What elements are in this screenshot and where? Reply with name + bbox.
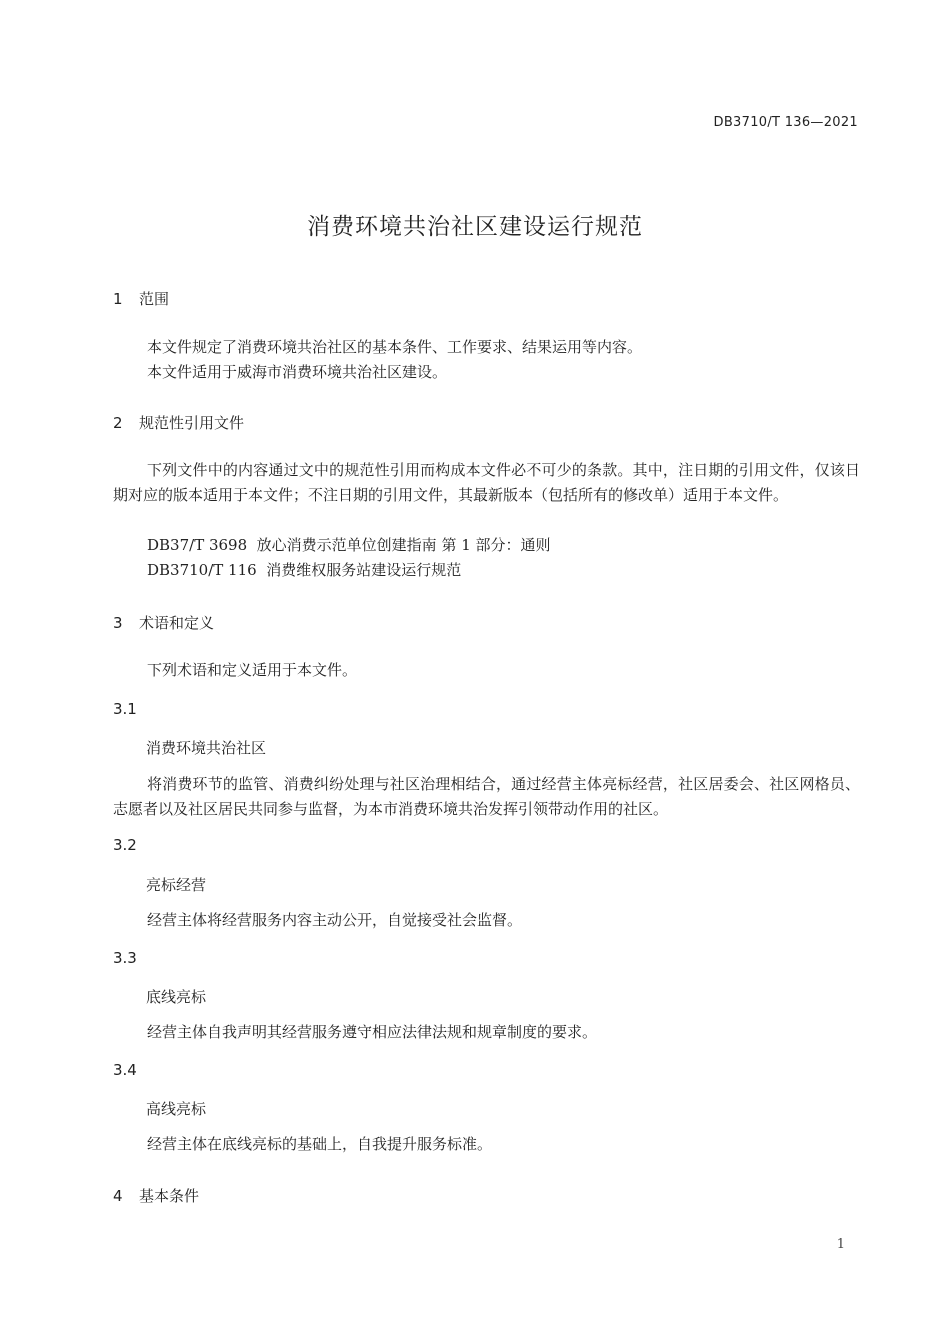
term-definition: 将消费环节的监管、消费纠纷处理与社区治理相结合，通过经营主体亮标经营，社区居委会、社区网格员、志愿者以及社区居民共同参与监督，为本市消费环境共治发挥引领带动作用的社区。 (113, 775, 860, 818)
section-title: 术语和定义 (139, 614, 215, 632)
term-definition: 经营主体将经营服务内容主动公开，自觉接受社会监督。 (147, 911, 523, 929)
section-title: 基本条件 (139, 1187, 200, 1205)
section-3-heading (113, 612, 214, 633)
term-title: 亮标经营 (146, 876, 207, 894)
term-definition: 经营主体自我声明其经营服务遵守相应法律法规和规章制度的要求。 (147, 1023, 598, 1041)
reference-item: DB37/T 3698 放心消费示范单位创建指南 第 1 部分：通则 (147, 536, 551, 554)
term-title: 高线亮标 (146, 1100, 207, 1118)
paragraph: 本文件适用于威海市消费环境共治社区建设。 (147, 363, 448, 381)
section-number: 4 (113, 1187, 123, 1205)
reference-item: DB3710/T 116 消费维权服务站建设运行规范 (147, 561, 462, 579)
paragraph: 本文件规定了消费环境共治社区的基本条件、工作要求、结果运用等内容。 (147, 338, 643, 356)
term-title: 底线亮标 (146, 988, 207, 1006)
clause-number: 3.3 (113, 949, 137, 967)
standard-code: DB3710/T 136—2021 (713, 115, 858, 130)
clause-number: 3.2 (113, 836, 137, 854)
section-title: 范围 (139, 290, 170, 308)
page-number: 1 (836, 1237, 845, 1252)
paragraph: 下列术语和定义适用于本文件。 (147, 661, 358, 679)
term-title: 消费环境共治社区 (146, 739, 267, 757)
section-number: 3 (113, 614, 123, 632)
paragraph: 下列文件中的内容通过文中的规范性引用而构成本文件必不可少的条款。其中，注日期的引用文件，仅该日期对应的版本适用于本文件；不注日期的引用文件，其最新版本（包括所有的修改单）适用于本文件。 (113, 461, 860, 504)
section-2-heading (113, 412, 244, 433)
clause-number: 3.4 (113, 1061, 137, 1079)
section-1-heading (113, 288, 169, 309)
document-title: 消费环境共治社区建设运行规范 (307, 214, 643, 240)
section-number: 2 (113, 414, 123, 432)
clause-number: 3.1 (113, 700, 137, 718)
section-title: 规范性引用文件 (139, 414, 245, 432)
section-number: 1 (113, 290, 123, 308)
section-4-heading (113, 1185, 199, 1206)
term-definition: 经营主体在底线亮标的基础上，自我提升服务标准。 (147, 1135, 493, 1153)
